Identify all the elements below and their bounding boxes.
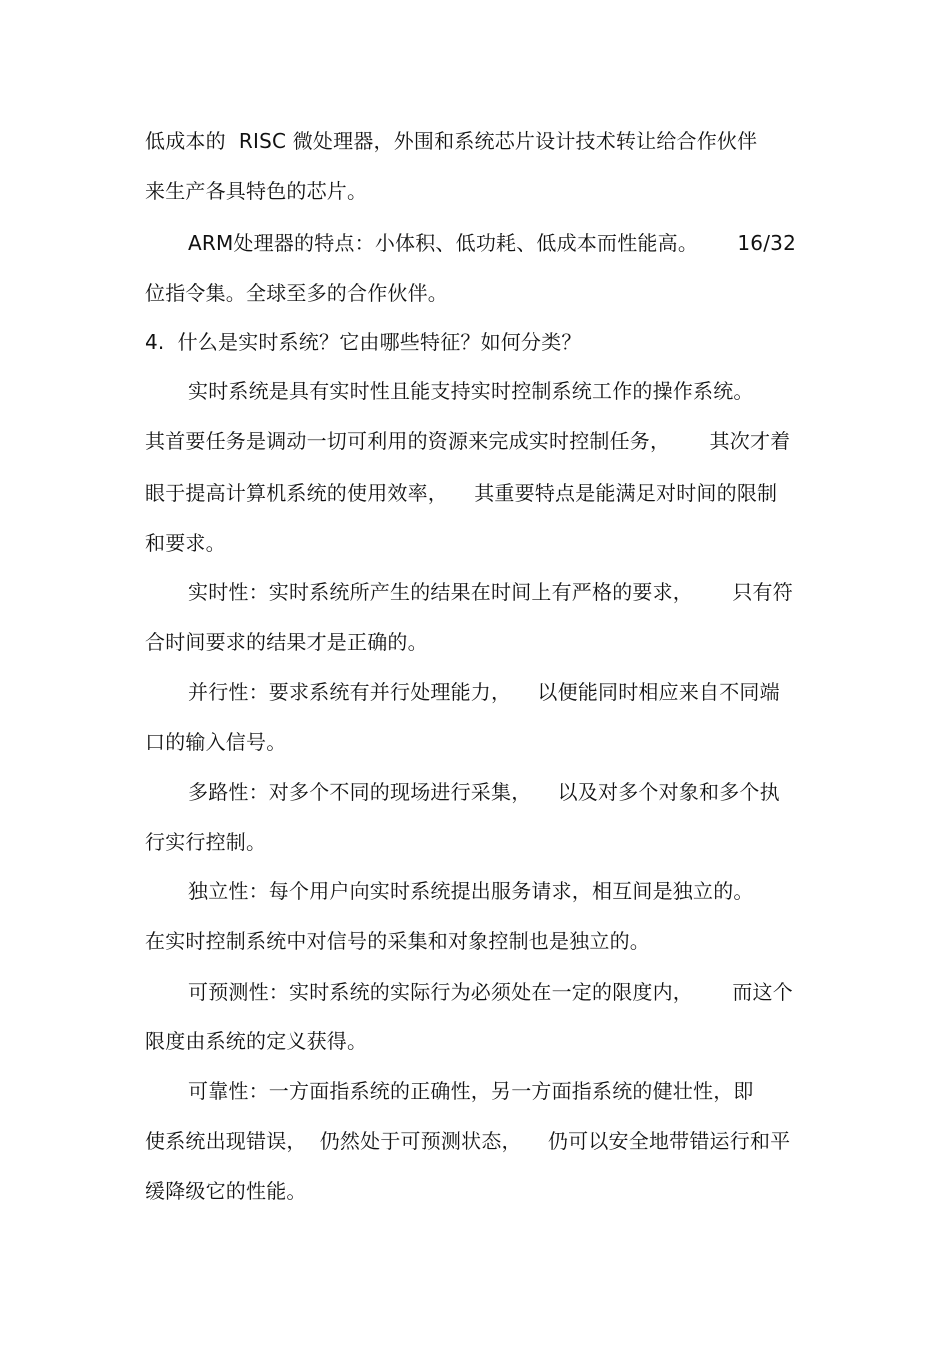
text-line: 来生产各具特色的芯片。 [145, 179, 368, 203]
text-line: 可靠性：一方面指系统的正确性，另一方面指系统的健壮性，即 [188, 1079, 754, 1103]
text-line: 低成本的 RISC 微处理器，外围和系统芯片设计技术转让给合作伙伴 [145, 129, 758, 153]
text-line: 行实行控制。 [145, 830, 267, 854]
text-line: ARM处理器的特点：小体积、低功耗、低成本而性能高。 16/32 [188, 231, 797, 255]
text-line: 其首要任务是调动一切可利用的资源来完成实时控制任务， 其次才着 [145, 429, 791, 453]
text-line: 位指令集。全球至多的合作伙伴。 [145, 281, 448, 305]
text-line: 限度由系统的定义获得。 [145, 1029, 368, 1053]
text-line: 并行性：要求系统有并行处理能力， 以便能同时相应来自不同端 [188, 680, 780, 704]
text-line: 和要求。 [145, 531, 226, 555]
text-line: 独立性：每个用户向实时系统提出服务请求，相互间是独立的。 [188, 879, 754, 903]
text-line: 使系统出现错误， 仍然处于可预测状态， 仍可以安全地带错运行和平 [145, 1129, 791, 1153]
text-line: 眼于提高计算机系统的使用效率， 其重要特点是能满足对时间的限制 [145, 481, 778, 505]
text-line: 口的输入信号。 [145, 730, 287, 754]
text-line: 实时系统是具有实时性且能支持实时控制系统工作的操作系统。 [188, 379, 754, 403]
text-line: 实时性：实时系统所产生的结果在时间上有严格的要求， 只有符 [188, 580, 793, 604]
text-line: 缓降级它的性能。 [145, 1179, 307, 1203]
text-line: 在实时控制系统中对信号的采集和对象控制也是独立的。 [145, 929, 650, 953]
text-line: 合时间要求的结果才是正确的。 [145, 630, 428, 654]
text-line: 多路性：对多个不同的现场进行采集， 以及对多个对象和多个执 [188, 780, 780, 804]
question-heading: 4. 什么是实时系统？它由哪些特征？如何分类？ [145, 330, 582, 354]
text-line: 可预测性：实时系统的实际行为必须处在一定的限度内， 而这个 [188, 980, 793, 1004]
